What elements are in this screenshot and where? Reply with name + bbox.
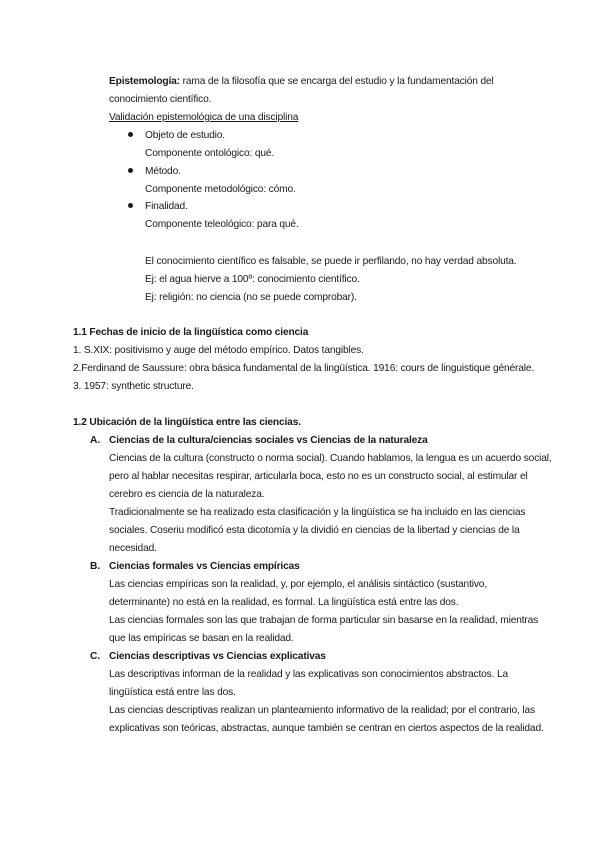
bullet-item-finalidad: Finalidad.	[145, 201, 188, 212]
section-1-1-line: 3. 1957: synthetic structure.	[73, 381, 194, 392]
bullet-detail-ontologico: Componente ontológico: qué.	[145, 148, 275, 159]
subsection-b-line: Las ciencias formales son las que trabajan de forma particular sin basarse en la realidad, mientras	[109, 615, 539, 626]
subsection-b-line: Las ciencias empíricas son la realidad, y, por ejemplo, el análisis sintáctico (sustantivo,	[109, 579, 487, 590]
definition-continuation: conocimiento científico.	[109, 94, 212, 105]
subsection-a-line: Ciencias de la cultura (constructo o norma social). Cuando hablamos, la lengua es un acuerdo social,	[109, 453, 552, 464]
subsection-a-line: pero al hablar necesitas respirar, articularla boca, esto no es un constructo social, al estimular el	[109, 471, 528, 482]
section-1-1-line: 2.Ferdinand de Saussure: obra básica fundamental de la lingüística. 1916: cours de linguistique générale.	[73, 363, 535, 374]
definition-line	[109, 75, 494, 88]
definition-text: rama de la filosofía que se encarga del estudio y la fundamentación del	[179, 76, 494, 87]
subsection-a-line: necesidad.	[109, 543, 157, 554]
bullet-icon	[128, 132, 133, 137]
bullet-item-objeto: Objeto de estudio.	[145, 130, 225, 141]
bullet-item-metodo: Método.	[145, 166, 181, 177]
note-example-agua: Ej: el agua hierve a 100º: conocimiento científico.	[145, 274, 360, 285]
bullet-detail-metodologico: Componente metodológico: cómo.	[145, 184, 296, 195]
subsection-b-line: determinante) no está en la realidad, es formal. La lingüística está entre las dos.	[109, 597, 459, 608]
bullet-icon	[128, 168, 133, 173]
bullet-icon	[128, 203, 133, 208]
subsection-b-line: que las empíricas se basan en la realidad.	[109, 633, 294, 644]
validation-heading: Validación epistemológica de una disciplina	[109, 112, 299, 123]
subsection-c-line: explicativas son teóricas, abstractas, aunque también se centran en ciertos aspectos de la realidad.	[109, 723, 544, 734]
subsection-a-line: sociales. Coseriu modificó esta dicotomía y la dividió en ciencias de la libertad y ciencias de la	[109, 525, 520, 536]
bullet-detail-teleologico: Componente teleológico: para qué.	[145, 219, 299, 230]
note-example-religion: Ej: religión: no ciencia (no se puede comprobar).	[145, 292, 357, 303]
note-falsable: El conocimiento científico es falsable, se puede ir perfilando, no hay verdad absoluta.	[145, 256, 517, 267]
subsection-a-line: Tradicionalmente se ha realizado esta clasificación y la lingüística se ha incluido en las ciencias	[109, 507, 526, 518]
subsection-a-title: Ciencias de la cultura/ciencias sociales vs Ciencias de la naturaleza	[109, 435, 428, 446]
list-marker-a: A.	[90, 435, 101, 446]
subsection-c-line: Las descriptivas informan de la realidad y las explicativas son conocimientos abstractos. La	[109, 669, 509, 680]
subsection-a-line: cerebro es ciencia de la naturaleza.	[109, 489, 265, 500]
section-1-1-heading: 1.1 Fechas de inicio de la lingüística como ciencia	[73, 327, 309, 338]
subsection-b-title: Ciencias formales vs Ciencias empíricas	[109, 561, 300, 572]
section-1-1-line: 1. S.XIX: positivismo y auge del método empírico. Datos tangibles.	[73, 345, 364, 356]
list-marker-c: C.	[90, 651, 101, 662]
subsection-c-line: Las ciencias descriptivas realizan un planteamiento informativo de la realidad; por el contrario, las	[109, 705, 535, 716]
subsection-c-line: lingüística está entre las dos.	[109, 687, 236, 698]
section-1-2-heading: 1.2 Ubicación de la lingüística entre las ciencias.	[73, 417, 301, 428]
term-epistemologia: Epistemología:	[109, 76, 180, 87]
subsection-c-title: Ciencias descriptivas vs Ciencias explicativas	[109, 651, 326, 662]
list-marker-b: B.	[90, 561, 101, 572]
